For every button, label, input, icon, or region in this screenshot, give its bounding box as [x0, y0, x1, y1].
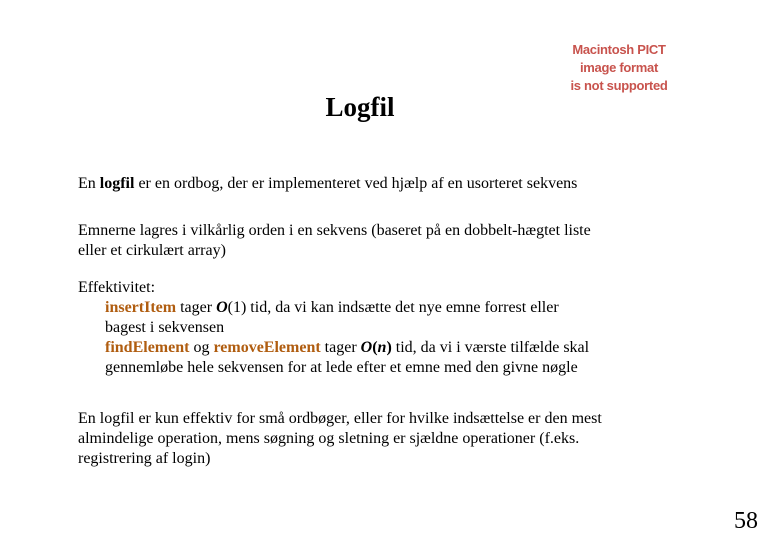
efficiency-item-insert — [105, 298, 718, 338]
keyword-element: Element — [263, 339, 321, 356]
keyword-element: Element — [132, 339, 190, 356]
text-line: Emnerne lagres i vilkårlig orden i en sekvens (baseret på en dobbelt-hægtet liste — [78, 222, 591, 239]
text: er en ordbog, der er implementeret ved hjælp af en usorteret sekvens — [134, 175, 578, 192]
paragraph-efficiency — [78, 278, 718, 378]
paragraph-definition — [78, 174, 718, 194]
big-o: O — [216, 299, 228, 316]
text-line — [105, 338, 718, 358]
efficiency-item-find-remove — [105, 338, 718, 378]
page-number: 58 — [734, 508, 758, 534]
placeholder-line: is not supported — [570, 78, 668, 93]
keyword-insert: insert — [105, 299, 145, 316]
big-o: O — [360, 339, 373, 356]
text-line: registrering af login) — [78, 450, 211, 467]
text: En — [78, 175, 100, 192]
text-line: bagest i sekvensen — [105, 319, 225, 336]
keyword-find: find — [105, 339, 133, 356]
text: tager — [176, 299, 217, 316]
text: (1) tid, da vi kan indsætte det nye emne forrest eller — [227, 299, 559, 316]
paren: ( — [372, 339, 378, 356]
paragraph-conclusion — [78, 409, 718, 469]
keyword-item: Item — [144, 299, 177, 316]
text-line: almindelige operation, mens søgning og sletning er sjældne operationer (f.eks. — [78, 430, 580, 447]
text: og — [189, 339, 214, 356]
variable-n: n — [377, 339, 387, 356]
efficiency-heading: Effektivitet: — [78, 279, 156, 296]
text: tid, da vi i værste tilfælde skal — [391, 339, 590, 356]
paragraph-storage — [78, 221, 718, 261]
text-line: En logfil er kun effektiv for små ordbøger, eller for hvilke indsættelse er den mest — [78, 410, 602, 427]
text-line: eller et cirkulært array) — [78, 242, 226, 259]
slide-title: Logfil — [325, 92, 395, 122]
text: tager — [320, 339, 361, 356]
paren: ) — [386, 339, 392, 356]
unsupported-image-placeholder — [563, 41, 675, 95]
text-line — [105, 298, 718, 318]
placeholder-line: image format — [579, 60, 659, 75]
text-line: gennemløbe hele sekvensen for at lede efter et emne med den givne nøgle — [105, 359, 578, 376]
placeholder-line: Macintosh PICT — [572, 42, 666, 57]
keyword-remove: remove — [213, 339, 264, 356]
term-logfil: logfil — [99, 175, 135, 192]
